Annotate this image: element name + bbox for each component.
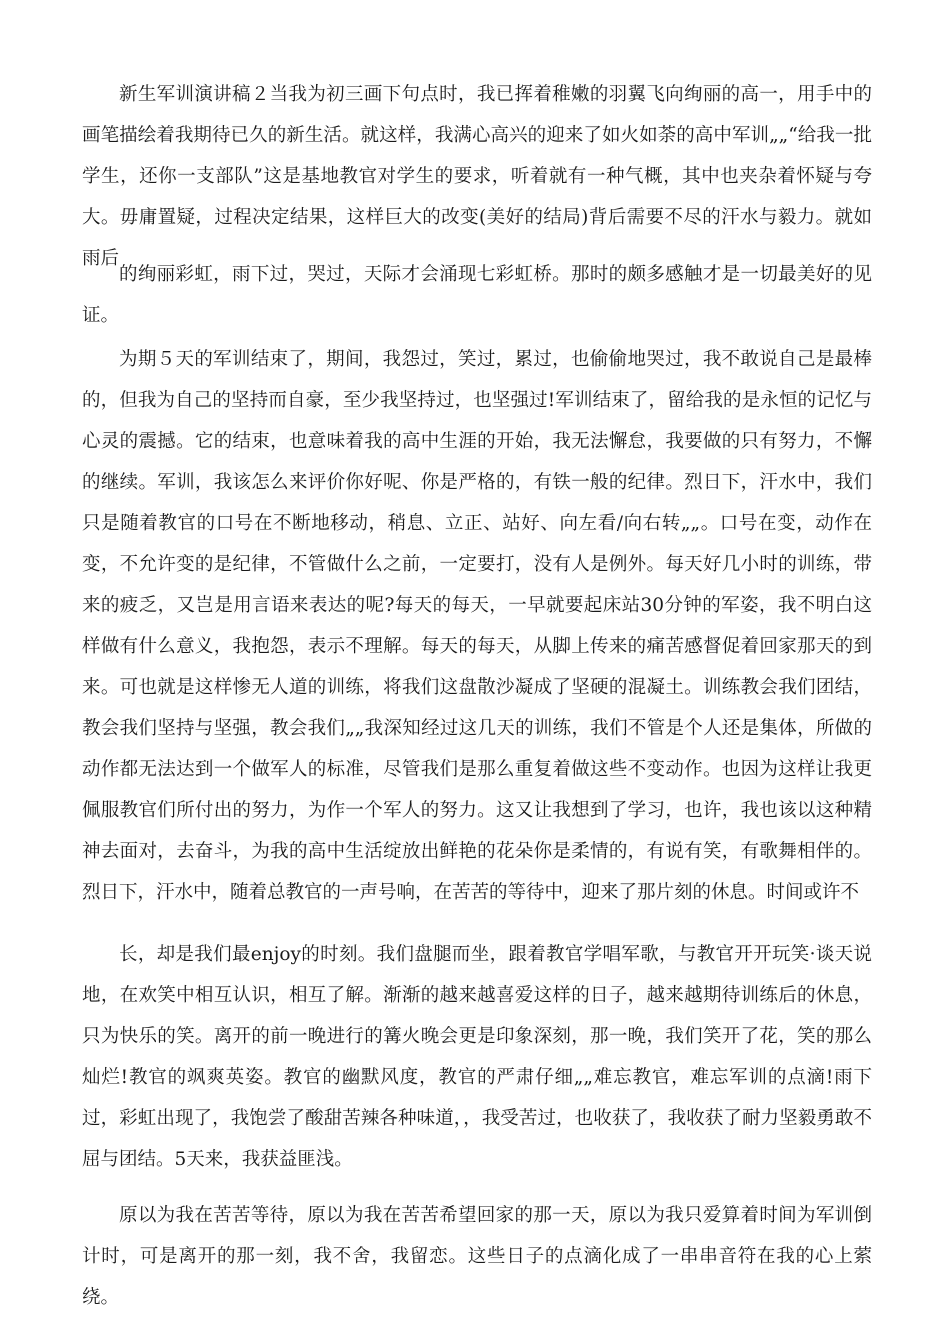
paragraph-3: 为期５天的军训结束了，期间，我怨过，笑过，累过，也偷偷地哭过，我不敢说自己是最棒的，但我为自己的坚持而自豪，至少我坚持过，也坚强过!军训结束了，留给我的是永恒的记忆与心灵的震撼。它的结束，也意味着我的高中生涯的开始，我无法懈怠，我要做的只有努力，不懈的继续。军训，我该怎么来评价你好呢、你是严格的，有铁一般的纪律。烈日下，汗水中，我们只是随着教官的口号在不断地移动，稍息、立正、站好、向左看/向右转„„。口号在变，动作在变，不允许变的是纪律，不管做什么之前，一定要打，没有人是例外。每天好几小时的训练，带来的疲乏，又岂是用言语来表达的呢?每天的每天，一早就要起床站30分钟的军姿，我不明白这样做有什么意义，我抱怨，表示不理解。每天的每天，从脚上传来的痛苦感督促着回家那天的到来。可也就是这样惨无人道的训练，将我们这盘散沙凝成了坚硬的混凝土。训练教会我们团结，教会我们坚持与坚强，教会我们„„我深知经过这几天的训练，我们不管是个人还是集体，所做的动作都无法达到一个做军人的标准，尽管我们是那么重复着做这些不变动作。也因为这样让我更佩服教官们所付出的努力，为作一个军人的努力。这又让我想到了学习，也许，我也该以这种精神去面对，去奋斗，为我的高中生活绽放出鲜艳的花朵你是柔情的，有说有笑，有歌舞相伴的。烈日下，汗水中，随着总教官的一声号响，在苦苦的等待中，迎来了那片刻的休息。时间或许不: [82, 349, 872, 903]
paragraph-1: 新生军训演讲稿２当我为初三画下句点时，我已挥着稚嫩的羽翼飞向绚丽的高一，用手中的画笔描绘着我期待已久的新生活。就这样，我满心高兴的迎来了如火如荼的高中军训„„“给我一批学生，还你一支部队”这是基地教官对学生的要求，听着就有一种气概，其中也夹杂着怀疑与夸大。毋庸置疑，过程决定结果，这样巨大的改变(美好的结局)背后需要不尽的汗水与毅力。就如雨后: [82, 84, 872, 269]
paragraph-6: 原以为我在苦苦等待，原以为我在苦苦希望回家的那一天，原以为我只爱算着时间为军训倒计时，可是离开的那一刻，我不舍，我留恋。这些日子的点滴化成了一串串音符在我的心上萦绕。: [82, 1205, 872, 1308]
paragraph-4: 长，却是我们最enjoy的时刻。我们盘腿而坐，跟着教官学唱军歌，与教官开开玩笑·谈天说地，在欢笑中相互认识，相互了解。渐渐的越来越喜爱这样的日子，越来越期待训练后的休息，只为快乐的笑。离开的前一晚进行的篝火晚会更是印象深刻，那一晚，我们笑开了花，笑的那么灿烂!教官的飒爽英姿。教官的幽默风度，教官的严肃仔细„„难忘教官，难忘军训的点滴!雨下过，彩虹出现了，我饱尝了酸甜苦辣各种味道，，我受苦过，也收获了，我收获了耐力坚毅勇敢不屈与团结。5天来，我获益匪浅。: [82, 944, 872, 1170]
paragraph-2: 的绚丽彩虹，雨下过，哭过，天际才会涌现七彩虹桥。那时的颇多感触才是一切最美好的见证。: [82, 264, 872, 326]
